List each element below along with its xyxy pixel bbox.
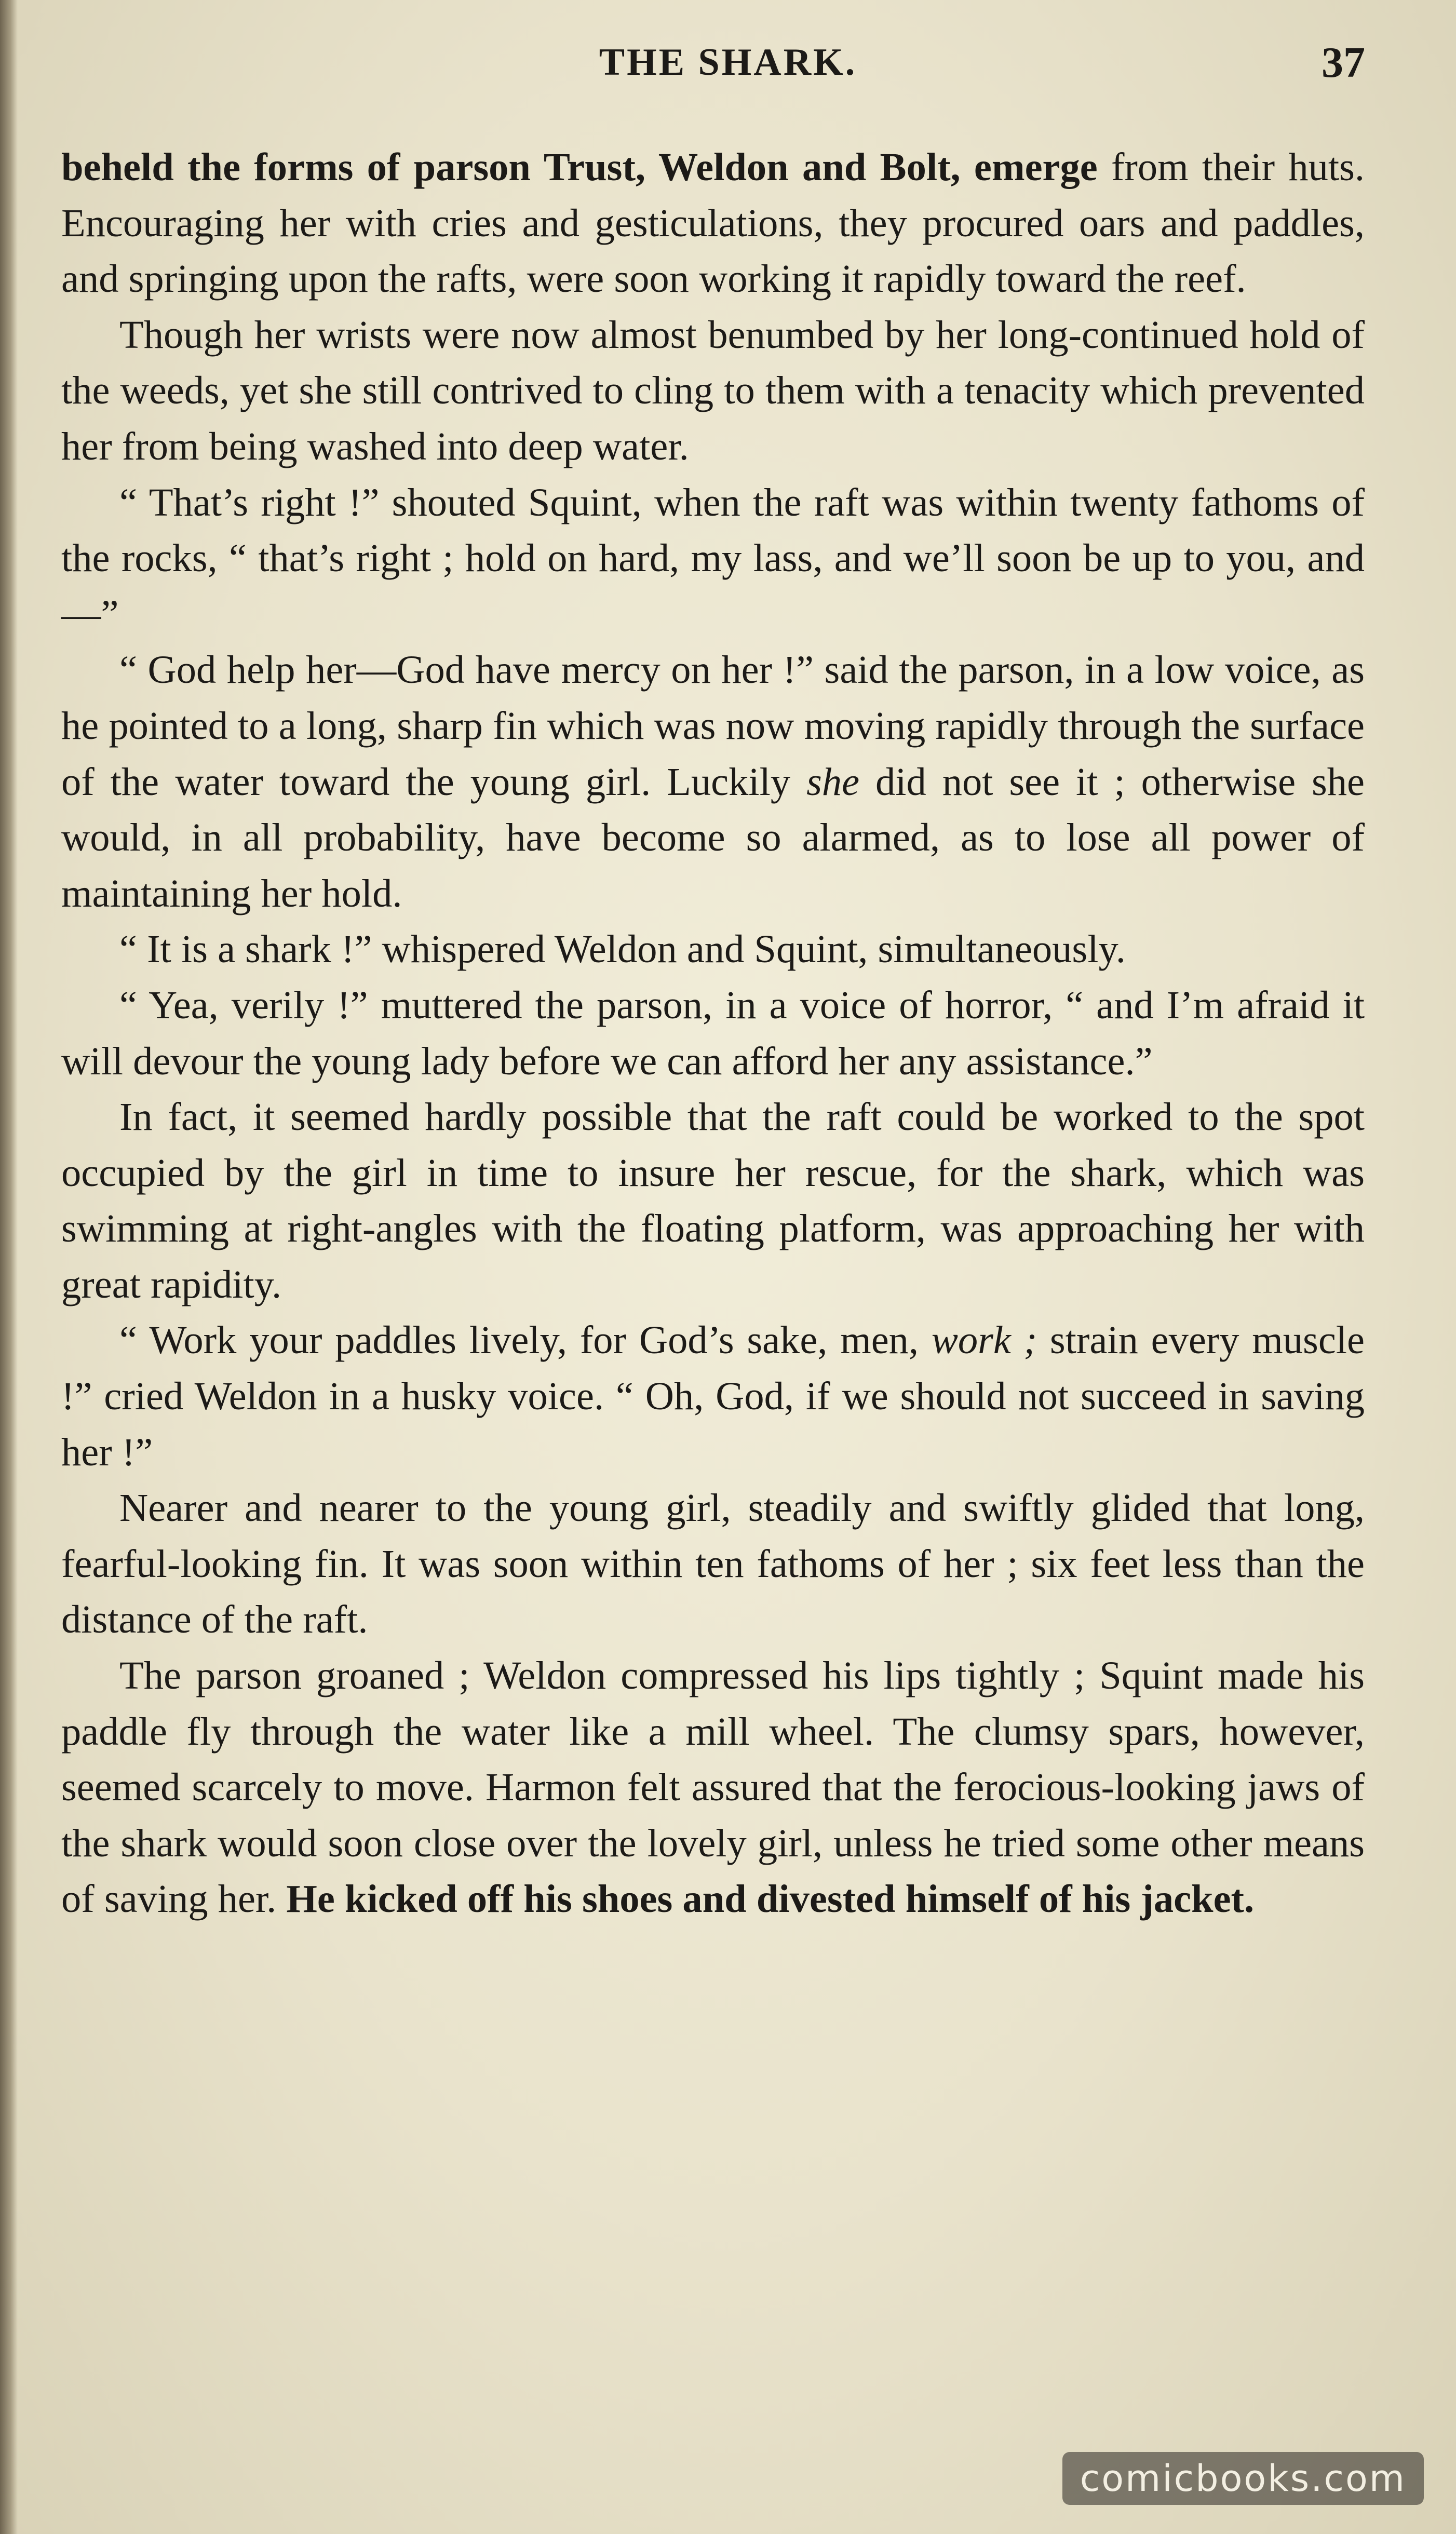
paragraph (61, 475, 1365, 642)
paragraph (61, 1312, 1365, 1480)
paragraph (61, 642, 1365, 921)
paragraph-text-italic: work ; (931, 1318, 1037, 1363)
paragraph (61, 1648, 1365, 1927)
page-header (0, 38, 1456, 98)
paragraph-text-bold: He kicked off his shoes and divested himself of his jacket. (286, 1877, 1255, 1921)
paragraph (61, 921, 1365, 977)
paragraph-text-italic: she (806, 759, 860, 804)
paragraph-text: “ God help her—God have mercy on her !” said the parson, in a low voice, as he pointed to a long, sharp fin which was now moving rapidly through the surface of the water toward the young girl. Luckily (61, 648, 1365, 804)
paragraph-text: “ Work your paddles lively, for God’s sake, men, (119, 1318, 932, 1363)
paragraph-text: did not see it ; otherwise she would, in all probability, have become so alarmed, as to lose all power of maintaining her hold. (61, 759, 1365, 915)
page-number: 37 (1322, 38, 1365, 87)
paragraph-text: Nearer and nearer to the young girl, steadily and swiftly glided that long, fearful-looking fin. It was soon within ten fathoms of her ; six feet less than the distance of the raft. (61, 1486, 1365, 1642)
paragraph (61, 139, 1365, 307)
body-text (61, 139, 1365, 1927)
paragraph-text: from their huts. Encouraging her with cries and gesticulations, they procured oars and paddles, and springing upon the rafts, were soon working it rapidly toward the reef. (61, 145, 1365, 301)
paragraph-text: The parson groaned ; Weldon compressed his lips tightly ; Squint made his paddle fly through the water like a mill wheel. The clumsy spars, however, seemed scarcely to move. Harmon felt assured that the ferocious-looking jaws of the shark would soon close over the lovely girl, unless he tried some other means of saving her. (61, 1653, 1365, 1921)
paragraph (61, 1089, 1365, 1312)
running-head: THE SHARK. (599, 41, 857, 84)
page-binding-shadow (0, 0, 18, 2534)
paragraph-text-bold: beheld the forms of parson Trust, Weldon and Bolt, emerge (61, 145, 1098, 189)
paragraph-text: “ It is a shark !” whispered Weldon and Squint, simultaneously. (119, 927, 1126, 972)
paragraph-text: “ Yea, verily !” muttered the parson, in a voice of horror, “ and I’m afraid it will devour the young lady before we can afford her any assistance.” (61, 982, 1365, 1083)
paragraph (61, 307, 1365, 475)
paragraph-text: Though her wrists were now almost benumbed by her long-continued hold of the weeds, yet she still contrived to cling to them with a tenacity which prevented her from being washed into deep water. (61, 312, 1365, 468)
paragraph (61, 1480, 1365, 1648)
paragraph (61, 977, 1365, 1089)
paragraph-text: strain every muscle !” cried Weldon in a husky voice. “ Oh, God, if we should not succeed in saving her !” (61, 1318, 1365, 1474)
paragraph-text: In fact, it seemed hardly possible that the raft could be worked to the spot occupied by the girl in time to insure her rescue, for the shark, which was swimming at right-angles with the floating platform, was approaching her with great rapidity. (61, 1095, 1365, 1306)
paragraph-text: “ That’s right !” shouted Squint, when the raft was within twenty fathoms of the rocks, “ that’s right ; hold on hard, my lass, and we’ll soon be up to you, and—” (61, 480, 1365, 636)
watermark: comicbooks.com (1062, 2452, 1424, 2505)
